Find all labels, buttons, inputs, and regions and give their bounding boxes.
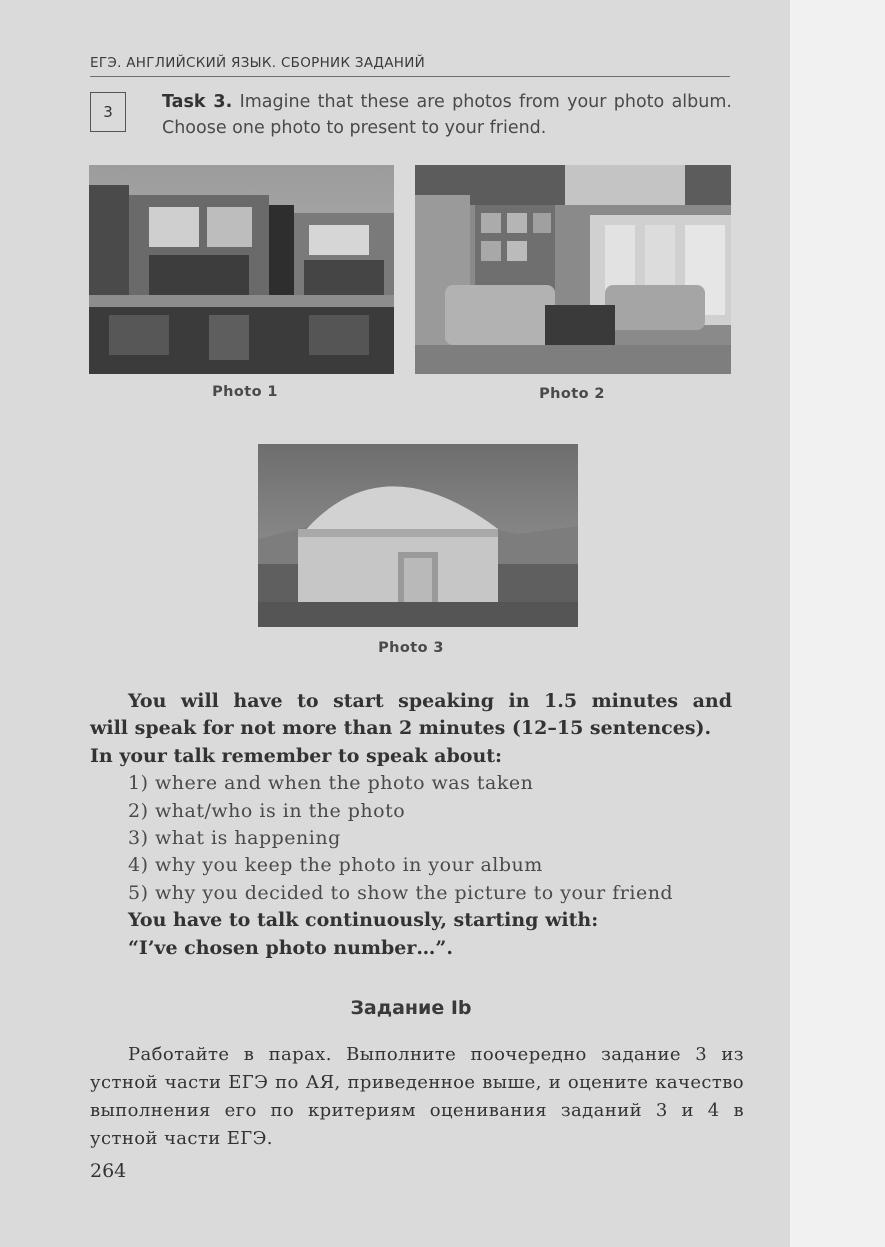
talk-point: 2) what/who is in the photo [128,799,406,822]
talk-points-list [90,770,732,907]
instruction-line-1: You will have to start speaking in 1.5 minutes and [128,690,732,712]
page-edge [790,0,885,1247]
section-text: Работайте в парах. Выполните поочередно задание 3 из устной части ЕГЭ по АЯ, приведенное выше, и оцените качество выполнения его по критериям оценивания заданий 3 и 4 в устной части ЕГЭ. [90,1044,744,1149]
task-number-box: 3 [90,92,126,132]
task-prompt [162,89,732,141]
talk-point: 4) why you keep the photo in your album [128,854,543,877]
photo-3-image [258,444,578,627]
instruction-line-2: will speak for not more than 2 minutes (12–15 sentences). [90,717,712,740]
task-label: Task 3. [162,92,233,112]
talk-point: 1) where and when the photo was taken [128,772,534,795]
speaking-instructions [90,688,732,962]
running-head: ЕГЭ. АНГЛИЙСКИЙ ЯЗЫК. СБОРНИК ЗАДАНИЙ [90,55,426,71]
talk-point: 3) what is happening [128,827,341,850]
instruction-line-3: In your talk remember to speak about: [90,744,503,767]
photo-1-caption: Photo 1 [212,384,278,400]
instruction-tail-2: “I’ve chosen photo number…”. [128,936,453,959]
talk-point: 5) why you decided to show the picture to your friend [128,881,674,904]
task-text: Imagine that these are photos from your photo album. Choose one photo to present to your friend. [162,92,732,138]
photo-1-image [89,165,394,374]
photo-3-caption: Photo 3 [378,640,444,656]
section-title: Задание Ib [350,997,472,1019]
photo-2-image [415,165,731,374]
photo-2-caption: Photo 2 [539,386,605,402]
instruction-tail-1: You have to talk continuously, starting with: [128,909,599,932]
page-number: 264 [90,1160,127,1182]
header-rule [90,76,730,77]
